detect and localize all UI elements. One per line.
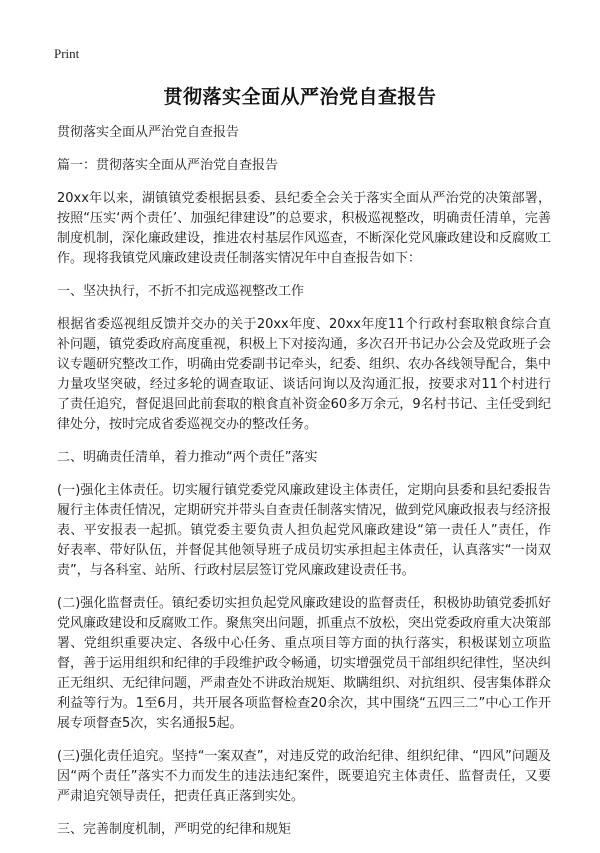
document-body bbox=[57, 123, 551, 853]
section-2-paragraph-1: (一)强化主体责任。切实履行镇党委党风廉政建设主体责任，定期向县委和县纪委报告履行主体责任情况，定期研究并带头自查责任制落实情况，做到党风廉政报表与经济报表、平安报表一起抓。镇党委主要负责人担负起党风廉政建设“第一责任人”责任，作好表率、带好队伍，并督促其他领导班子成员切实承担起主体责任，认真落实“一岗双责”，与各科室、站所、行政村层层签订党风廉政建设责任书。 bbox=[57, 483, 552, 578]
print-link[interactable]: Print bbox=[54, 46, 80, 61]
intro-paragraph: 20xx年以来，湖镇镇党委根据县委、县纪委全会关于落实全面从严治党的决策部署，按照“压实‘两个责任’、加强纪律建设”的总要求，积极巡视整改，明确责任清单，完善制度机制，深化廉政建设，推进农村基层作风巡查，不断深化党风廉政建设和反腐败工作。现将我镇党风廉政建设责任制落实情况年中自查报告如下： bbox=[57, 191, 552, 266]
part-heading: 篇一：贯彻落实全面从严治党自查报告 bbox=[57, 158, 279, 173]
section-1-heading: 一、坚决执行，不折不扣完成巡视整改工作 bbox=[57, 284, 305, 299]
section-1-body: 根据省委巡视组反馈并交办的关于20xx年度、20xx年度11个行政村套取粮食综合直补问题，镇党委政府高度重视，积极上下对接沟通，多次召开书记办公会及党政班子会议专题研究整改工作，明确由党委副书记牵头，纪委、组织、农办各线领导配合，集中力量攻坚突破，经过多轮的调查取证、谈话问询以及沟通汇报，按要求对11个村进行了责任追究，督促退回此前套取的粮食直补资金60多万余元，9名村书记、主任受到纪律处分，按时完成省委巡视交办的整改任务。 bbox=[57, 317, 552, 432]
page-title: 贯彻落实全面从严治党自查报告 bbox=[163, 86, 437, 108]
section-2-heading: 二、明确责任清单，着力推动“两个责任”落实 bbox=[57, 450, 318, 465]
section-2-paragraph-3: (三)强化责任追究。坚持“一案双查”，对违反党的政治纪律、组织纪律、“四风”问题及因“两个责任”落实不力而发生的违法违纪案件，既要追究主体责任、监督责任，又要严肃追究领导责任，把责任真正落到实处。 bbox=[57, 749, 551, 804]
document-subtitle: 贯彻落实全面从严治党自查报告 bbox=[57, 125, 240, 140]
section-2-paragraph-2: (二)强化监督责任。镇纪委切实担负起党风廉政建设的监督责任，积极协助镇党委抓好党风廉政建设和反腐败工作。聚焦突出问题，抓重点不放松，突出党委政府重大决策部署、党组织重要决定、各级中心任务、重点项目等方面的执行落实，积极谋划立项监督，善于运用组织和纪律的手段维护政令畅通，切实增强党员干部组织纪律性，坚决纠正无组织、无纪律问题，严肃查处不讲政治规矩、欺瞒组织、对抗组织、侵害集体群众利益等行为。1至6月，共开展各项监督检查20余次，其中围绕“五四三二”中心工作开展专项督查5次，实名通报5起。 bbox=[57, 596, 552, 731]
section-3-heading: 三、完善制度机制，严明党的纪律和规矩 bbox=[57, 822, 292, 837]
